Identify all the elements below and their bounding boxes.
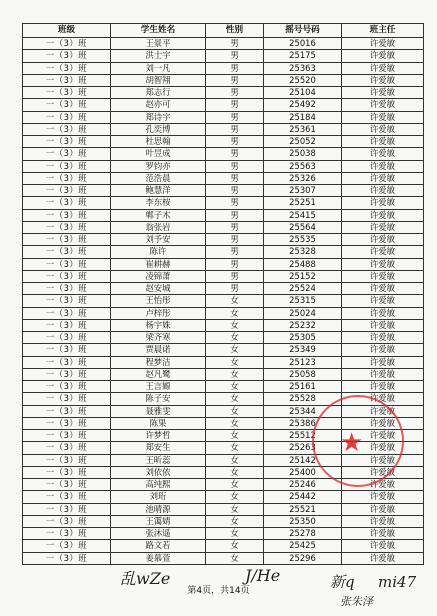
table-row (23, 136, 424, 148)
cell-student-name: 翁张岩 (111, 221, 206, 233)
cell-gender: 男 (206, 62, 264, 74)
cell-lottery-number: 25052 (264, 136, 342, 148)
cell-class: 一（3）班 (23, 344, 111, 356)
cell-head-teacher: 许爱敏 (342, 368, 424, 380)
cell-lottery-number: 25123 (264, 356, 342, 368)
cell-lottery-number: 25328 (264, 246, 342, 258)
cell-lottery-number: 25344 (264, 405, 342, 417)
cell-student-name: 王景平 (111, 38, 206, 50)
header-student-name: 学生姓名 (111, 24, 206, 38)
cell-class: 一（3）班 (23, 381, 111, 393)
header-gender: 性别 (206, 24, 264, 38)
cell-gender: 男 (206, 283, 264, 295)
cell-gender: 女 (206, 356, 264, 368)
cell-class: 一（3）班 (23, 515, 111, 527)
cell-gender: 男 (206, 87, 264, 99)
cell-student-name: 陈子安 (111, 393, 206, 405)
cell-student-name: 高纯熙 (111, 479, 206, 491)
cell-lottery-number: 25535 (264, 234, 342, 246)
cell-class: 一（3）班 (23, 356, 111, 368)
cell-class: 一（3）班 (23, 234, 111, 246)
signature-2: J/He (245, 566, 281, 585)
cell-student-name: 鲍慧洋 (111, 185, 206, 197)
cell-gender: 女 (206, 393, 264, 405)
cell-student-name: 刘一凡 (111, 62, 206, 74)
cell-lottery-number: 25296 (264, 552, 342, 564)
cell-head-teacher: 许爱敏 (342, 87, 424, 99)
cell-head-teacher: 许爱敏 (342, 466, 424, 478)
cell-class: 一（3）班 (23, 295, 111, 307)
cell-gender: 女 (206, 295, 264, 307)
cell-student-name: 洪士宇 (111, 50, 206, 62)
cell-student-name: 梁齐寒 (111, 332, 206, 344)
cell-lottery-number: 25315 (264, 295, 342, 307)
cell-gender: 男 (206, 160, 264, 172)
table-row (23, 356, 424, 368)
cell-student-name: 赵安城 (111, 283, 206, 295)
cell-head-teacher: 许爱敏 (342, 62, 424, 74)
cell-lottery-number: 25232 (264, 319, 342, 331)
cell-gender: 男 (206, 234, 264, 246)
cell-head-teacher: 许爱敏 (342, 209, 424, 221)
cell-student-name: 罗钧亦 (111, 160, 206, 172)
cell-lottery-number: 25349 (264, 344, 342, 356)
table-row (23, 62, 424, 74)
table-row (23, 319, 424, 331)
cell-lottery-number: 25521 (264, 503, 342, 515)
cell-head-teacher: 许爱敏 (342, 136, 424, 148)
cell-student-name: 路文若 (111, 540, 206, 552)
cell-lottery-number: 25425 (264, 540, 342, 552)
table-row (23, 50, 424, 62)
cell-student-name: 刘珩 (111, 491, 206, 503)
cell-student-name: 王霭婧 (111, 515, 206, 527)
cell-head-teacher: 许爱敏 (342, 356, 424, 368)
table-row (23, 332, 424, 344)
cell-class: 一（3）班 (23, 172, 111, 184)
cell-head-teacher: 许爱敏 (342, 405, 424, 417)
cell-gender: 女 (206, 442, 264, 454)
table-row (23, 552, 424, 564)
cell-head-teacher: 许爱敏 (342, 344, 424, 356)
table-row (23, 209, 424, 221)
cell-head-teacher: 许爱敏 (342, 332, 424, 344)
cell-student-name: 赵亦可 (111, 99, 206, 111)
table-row (23, 87, 424, 99)
cell-head-teacher: 许爱敏 (342, 50, 424, 62)
table-header-row (23, 24, 424, 38)
cell-gender: 女 (206, 491, 264, 503)
cell-class: 一（3）班 (23, 491, 111, 503)
cell-class: 一（3）班 (23, 393, 111, 405)
cell-gender: 女 (206, 540, 264, 552)
cell-class: 一（3）班 (23, 270, 111, 282)
cell-gender: 女 (206, 430, 264, 442)
header-lottery-number: 摇号号码 (264, 24, 342, 38)
table-row (23, 283, 424, 295)
signature-4: mi47 (378, 573, 417, 591)
cell-lottery-number: 25564 (264, 221, 342, 233)
cell-lottery-number: 25024 (264, 307, 342, 319)
cell-lottery-number: 25563 (264, 160, 342, 172)
cell-gender: 男 (206, 136, 264, 148)
cell-head-teacher: 许爱敏 (342, 246, 424, 258)
cell-head-teacher: 许爱敏 (342, 111, 424, 123)
table-row (23, 99, 424, 111)
cell-class: 一（3）班 (23, 405, 111, 417)
cell-student-name: 赵凡鹭 (111, 368, 206, 380)
cell-lottery-number: 25350 (264, 515, 342, 527)
cell-student-name: 许梦哲 (111, 430, 206, 442)
cell-head-teacher: 许爱敏 (342, 197, 424, 209)
table-row (23, 270, 424, 282)
cell-gender: 女 (206, 552, 264, 564)
cell-lottery-number: 25524 (264, 283, 342, 295)
cell-lottery-number: 25246 (264, 479, 342, 491)
cell-gender: 男 (206, 50, 264, 62)
cell-class: 一（3）班 (23, 148, 111, 160)
cell-student-name: 崔耕赫 (111, 258, 206, 270)
cell-class: 一（3）班 (23, 540, 111, 552)
cell-head-teacher: 许爱敏 (342, 442, 424, 454)
table-row (23, 258, 424, 270)
cell-head-teacher: 许爱敏 (342, 221, 424, 233)
cell-head-teacher: 许爱敏 (342, 258, 424, 270)
cell-class: 一（3）班 (23, 466, 111, 478)
table-row (23, 197, 424, 209)
cell-head-teacher: 许爱敏 (342, 528, 424, 540)
cell-gender: 男 (206, 209, 264, 221)
cell-class: 一（3）班 (23, 368, 111, 380)
cell-head-teacher: 许爱敏 (342, 295, 424, 307)
cell-head-teacher: 许爱敏 (342, 393, 424, 405)
cell-lottery-number: 25038 (264, 148, 342, 160)
cell-lottery-number: 25528 (264, 393, 342, 405)
cell-head-teacher: 许爱敏 (342, 491, 424, 503)
cell-gender: 女 (206, 368, 264, 380)
table-row (23, 111, 424, 123)
cell-head-teacher: 许爱敏 (342, 417, 424, 429)
cell-gender: 男 (206, 99, 264, 111)
table-row (23, 123, 424, 135)
cell-class: 一（3）班 (23, 503, 111, 515)
cell-head-teacher: 许爱敏 (342, 38, 424, 50)
cell-gender: 女 (206, 307, 264, 319)
cell-gender: 女 (206, 417, 264, 429)
cell-student-name: 杜思翰 (111, 136, 206, 148)
page-number: 第4页，共14页 (187, 586, 250, 596)
cell-lottery-number: 25415 (264, 209, 342, 221)
header-class: 班级 (23, 24, 111, 38)
cell-class: 一（3）班 (23, 479, 111, 491)
cell-gender: 女 (206, 381, 264, 393)
cell-student-name: 贾晨诺 (111, 344, 206, 356)
cell-class: 一（3）班 (23, 221, 111, 233)
cell-lottery-number: 25263 (264, 442, 342, 454)
cell-head-teacher: 许爱敏 (342, 319, 424, 331)
cell-gender: 女 (206, 515, 264, 527)
cell-gender: 男 (206, 185, 264, 197)
cell-lottery-number: 25363 (264, 62, 342, 74)
cell-gender: 女 (206, 319, 264, 331)
cell-class: 一（3）班 (23, 246, 111, 258)
table-row (23, 221, 424, 233)
cell-lottery-number: 25307 (264, 185, 342, 197)
cell-lottery-number: 25361 (264, 123, 342, 135)
cell-lottery-number: 25152 (264, 270, 342, 282)
cell-student-name: 聂雅雯 (111, 405, 206, 417)
cell-student-name: 王昕蕊 (111, 454, 206, 466)
cell-lottery-number: 25104 (264, 87, 342, 99)
cell-head-teacher: 许爱敏 (342, 172, 424, 184)
cell-student-name: 王怡彤 (111, 295, 206, 307)
cell-lottery-number: 25058 (264, 368, 342, 380)
cell-gender: 女 (206, 405, 264, 417)
cell-head-teacher: 许爱敏 (342, 515, 424, 527)
table-row (23, 368, 424, 380)
cell-class: 一（3）班 (23, 74, 111, 86)
cell-lottery-number: 25251 (264, 197, 342, 209)
cell-gender: 男 (206, 221, 264, 233)
cell-gender: 女 (206, 454, 264, 466)
cell-student-name: 刘予安 (111, 234, 206, 246)
table-row (23, 172, 424, 184)
cell-lottery-number: 25175 (264, 50, 342, 62)
cell-class: 一（3）班 (23, 111, 111, 123)
cell-student-name: 池晴源 (111, 503, 206, 515)
table-row (23, 540, 424, 552)
cell-student-name: 姜慕萱 (111, 552, 206, 564)
cell-gender: 女 (206, 344, 264, 356)
cell-lottery-number: 25492 (264, 99, 342, 111)
table-row (23, 246, 424, 258)
table-row (23, 148, 424, 160)
cell-class: 一（3）班 (23, 319, 111, 331)
cell-lottery-number: 25400 (264, 466, 342, 478)
cell-class: 一（3）班 (23, 283, 111, 295)
cell-student-name: 陈许 (111, 246, 206, 258)
cell-gender: 男 (206, 172, 264, 184)
cell-lottery-number: 25184 (264, 111, 342, 123)
cell-lottery-number: 25326 (264, 172, 342, 184)
cell-class: 一（3）班 (23, 123, 111, 135)
cell-head-teacher: 许爱敏 (342, 307, 424, 319)
cell-student-name: 李东桉 (111, 197, 206, 209)
cell-gender: 男 (206, 38, 264, 50)
cell-gender: 男 (206, 270, 264, 282)
cell-class: 一（3）班 (23, 197, 111, 209)
cell-class: 一（3）班 (23, 454, 111, 466)
table-row (23, 491, 424, 503)
cell-lottery-number: 25442 (264, 491, 342, 503)
cell-student-name: 范浩晨 (111, 172, 206, 184)
cell-class: 一（3）班 (23, 185, 111, 197)
cell-lottery-number: 25305 (264, 332, 342, 344)
cell-gender: 女 (206, 466, 264, 478)
table-row (23, 344, 424, 356)
cell-class: 一（3）班 (23, 50, 111, 62)
cell-gender: 男 (206, 74, 264, 86)
cell-student-name: 卢梓彤 (111, 307, 206, 319)
cell-student-name: 陈果 (111, 417, 206, 429)
cell-gender: 女 (206, 332, 264, 344)
table-row (23, 307, 424, 319)
cell-class: 一（3）班 (23, 417, 111, 429)
cell-student-name: 郑安生 (111, 442, 206, 454)
signature-5: 张朱泽 (340, 595, 373, 608)
cell-lottery-number: 25278 (264, 528, 342, 540)
cell-student-name: 郑诗宇 (111, 111, 206, 123)
cell-class: 一（3）班 (23, 62, 111, 74)
cell-student-name: 凌锦萧 (111, 270, 206, 282)
cell-head-teacher: 许爱敏 (342, 283, 424, 295)
cell-head-teacher: 许爱敏 (342, 552, 424, 564)
cell-head-teacher: 许爱敏 (342, 234, 424, 246)
cell-student-name: 程梦洁 (111, 356, 206, 368)
cell-head-teacher: 许爱敏 (342, 454, 424, 466)
cell-head-teacher: 许爱敏 (342, 185, 424, 197)
cell-gender: 男 (206, 111, 264, 123)
cell-lottery-number: 25386 (264, 417, 342, 429)
table-row (23, 381, 424, 393)
cell-head-teacher: 许爱敏 (342, 381, 424, 393)
table-row (23, 295, 424, 307)
signature-3: 新q (330, 573, 355, 591)
cell-student-name: 张沐遥 (111, 528, 206, 540)
cell-lottery-number: 25016 (264, 38, 342, 50)
cell-lottery-number: 25488 (264, 258, 342, 270)
cell-student-name: 孔奕博 (111, 123, 206, 135)
cell-class: 一（3）班 (23, 38, 111, 50)
table-row (23, 528, 424, 540)
cell-class: 一（3）班 (23, 552, 111, 564)
cell-class: 一（3）班 (23, 209, 111, 221)
cell-head-teacher: 许爱敏 (342, 479, 424, 491)
cell-student-name: 刘依依 (111, 466, 206, 478)
header-head-teacher: 班主任 (342, 24, 424, 38)
cell-student-name: 郸子木 (111, 209, 206, 221)
cell-lottery-number: 25142 (264, 454, 342, 466)
cell-head-teacher: 许爱敏 (342, 540, 424, 552)
table-row (23, 515, 424, 527)
cell-class: 一（3）班 (23, 332, 111, 344)
cell-head-teacher: 许爱敏 (342, 74, 424, 86)
cell-student-name: 胡智翔 (111, 74, 206, 86)
cell-head-teacher: 许爱敏 (342, 123, 424, 135)
cell-gender: 男 (206, 246, 264, 258)
cell-student-name: 郑志行 (111, 87, 206, 99)
cell-class: 一（3）班 (23, 136, 111, 148)
cell-lottery-number: 25161 (264, 381, 342, 393)
cell-class: 一（3）班 (23, 258, 111, 270)
cell-class: 一（3）班 (23, 99, 111, 111)
cell-head-teacher: 许爱敏 (342, 99, 424, 111)
cell-class: 一（3）班 (23, 430, 111, 442)
cell-student-name: 叶昱成 (111, 148, 206, 160)
cell-head-teacher: 许爱敏 (342, 160, 424, 172)
cell-gender: 女 (206, 479, 264, 491)
cell-student-name: 杨宇姝 (111, 319, 206, 331)
table-row (23, 503, 424, 515)
cell-gender: 男 (206, 258, 264, 270)
table-row (23, 185, 424, 197)
seal-star-icon: ★ (340, 428, 364, 458)
cell-class: 一（3）班 (23, 442, 111, 454)
cell-head-teacher: 许爱敏 (342, 148, 424, 160)
cell-class: 一（3）班 (23, 528, 111, 540)
cell-head-teacher: 许爱敏 (342, 270, 424, 282)
cell-student-name: 王言嫄 (111, 381, 206, 393)
table-row (23, 234, 424, 246)
cell-head-teacher: 许爱敏 (342, 503, 424, 515)
cell-gender: 男 (206, 197, 264, 209)
cell-head-teacher: 许爱敏 (342, 430, 424, 442)
cell-class: 一（3）班 (23, 87, 111, 99)
cell-gender: 男 (206, 148, 264, 160)
cell-lottery-number: 25512 (264, 430, 342, 442)
cell-class: 一（3）班 (23, 307, 111, 319)
cell-lottery-number: 25520 (264, 74, 342, 86)
table-row (23, 160, 424, 172)
table-row (23, 74, 424, 86)
cell-gender: 男 (206, 123, 264, 135)
signature-1: 乱wZe (120, 569, 171, 588)
cell-gender: 女 (206, 528, 264, 540)
table-row (23, 38, 424, 50)
cell-class: 一（3）班 (23, 160, 111, 172)
cell-gender: 女 (206, 503, 264, 515)
